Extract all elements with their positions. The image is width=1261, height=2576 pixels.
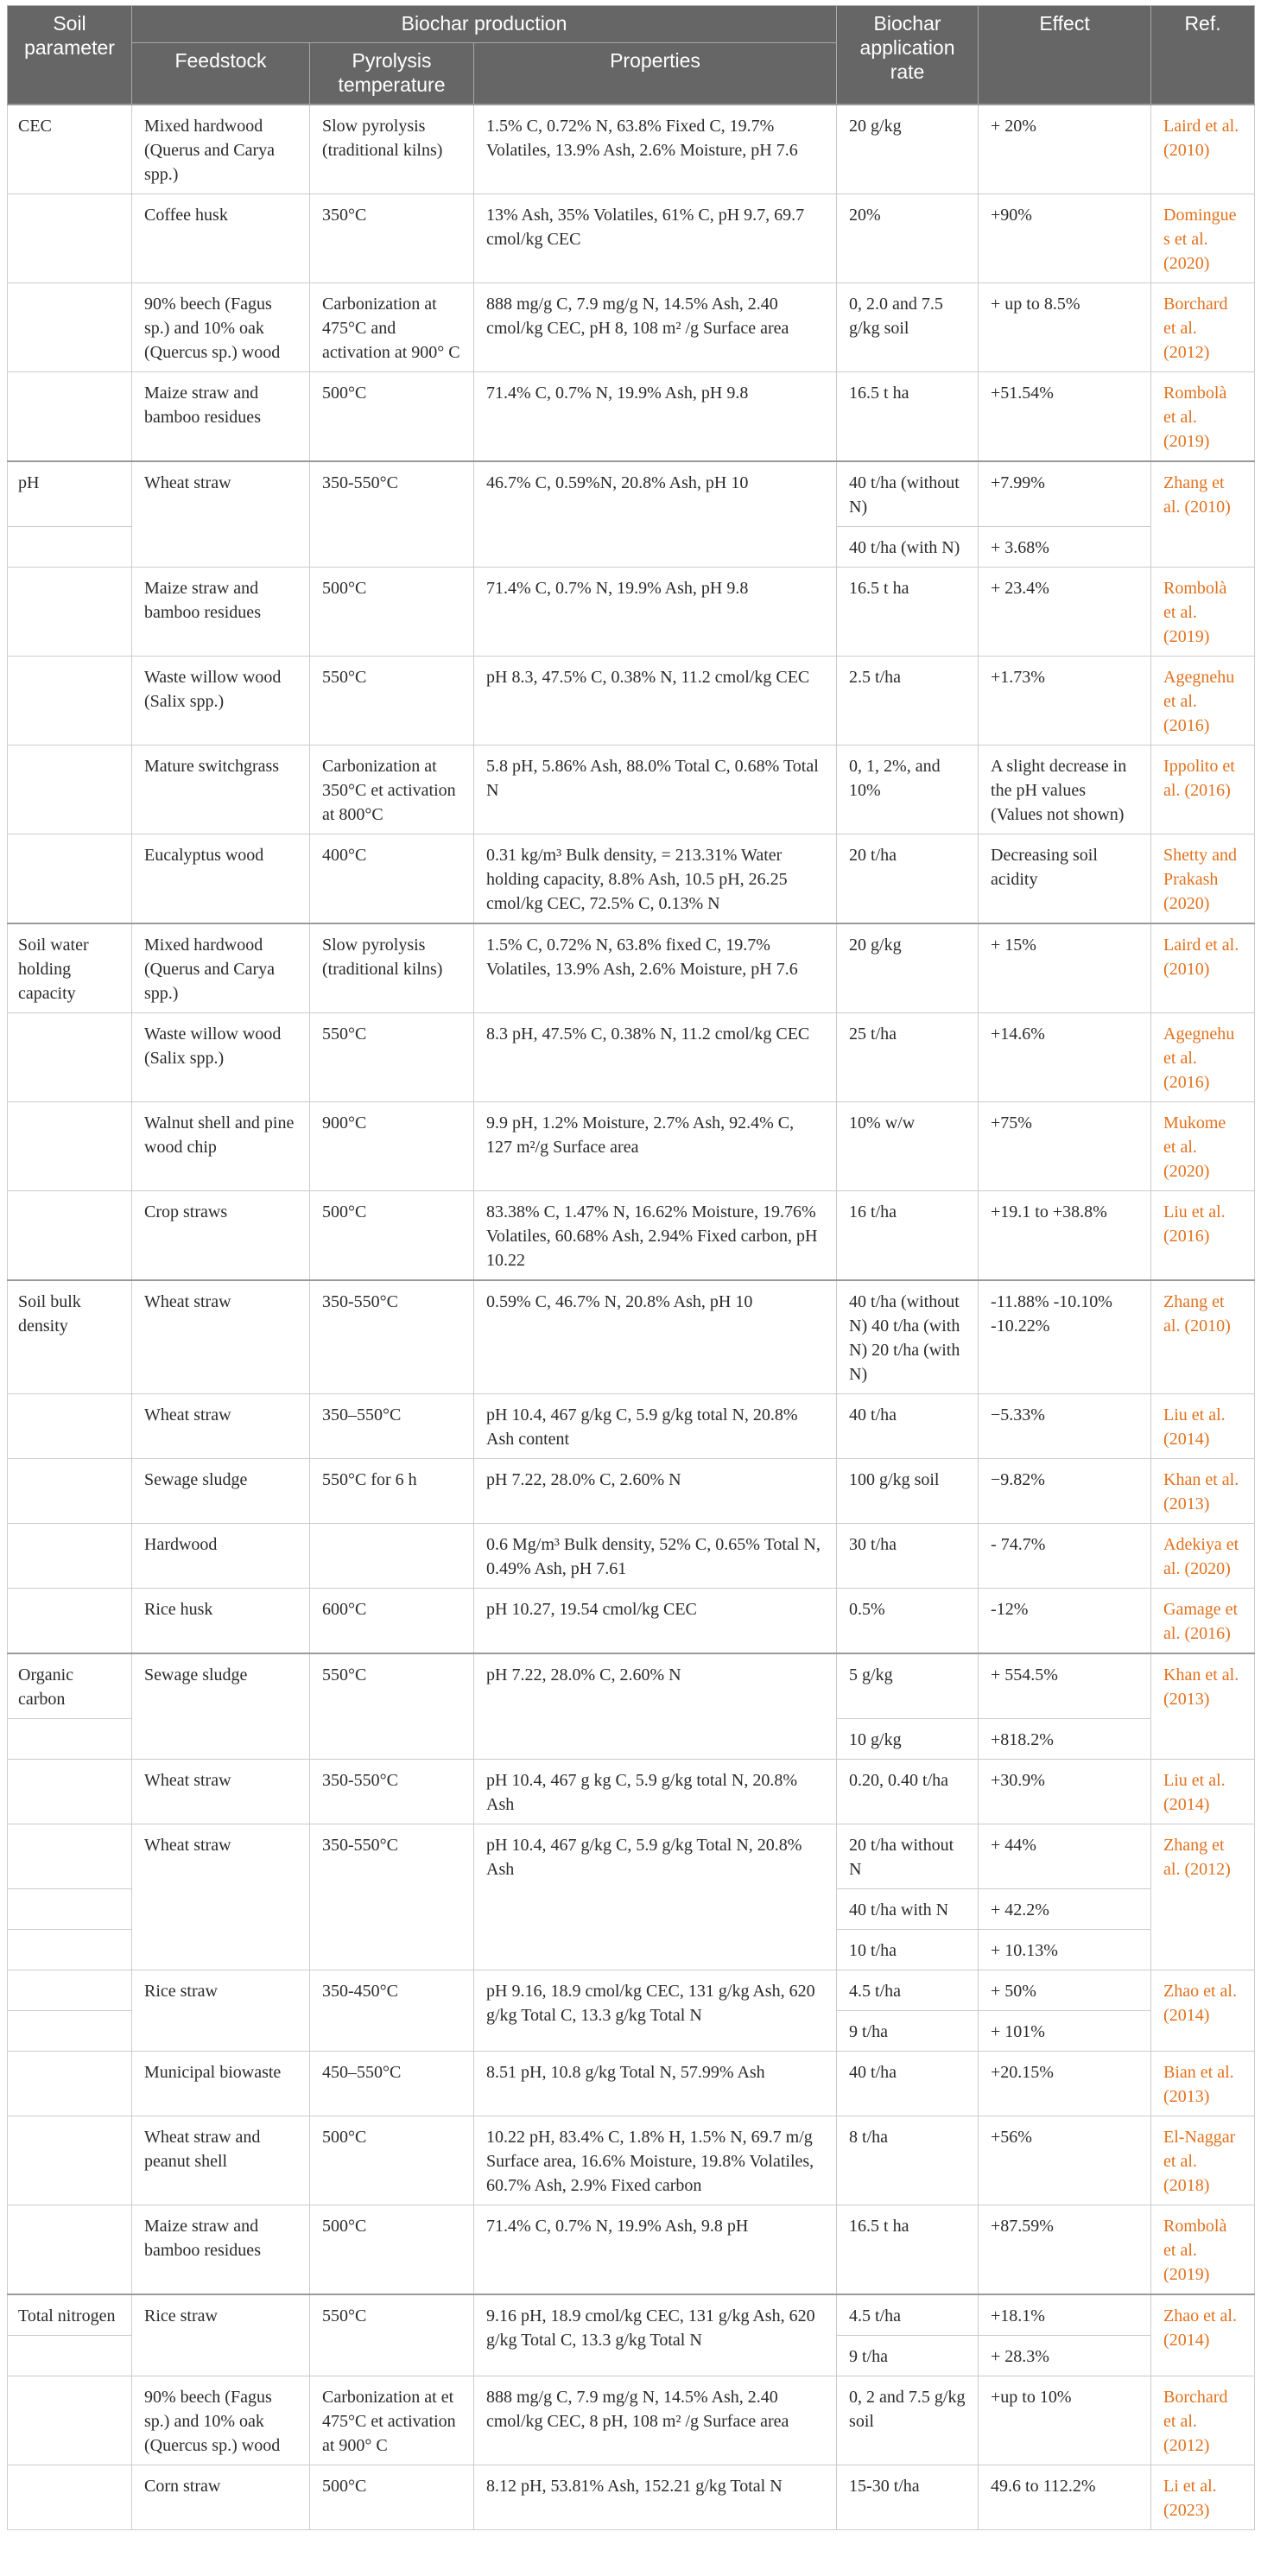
feedstock-cell: Wheat straw	[132, 1394, 310, 1459]
header-properties: Properties	[474, 43, 837, 105]
table-row	[8, 1760, 1255, 1824]
reference-link[interactable]: Liu et al. (2014)	[1151, 1760, 1255, 1824]
table-row	[8, 1102, 1255, 1191]
temperature-cell: 550°C	[310, 1653, 474, 1760]
temperature-cell: 350-550°C	[310, 1280, 474, 1394]
temperature-cell: 550°C	[310, 2294, 474, 2376]
header-effect: Effect	[979, 6, 1151, 105]
header-feedstock: Feedstock	[132, 43, 310, 105]
properties-cell: 71.4% C, 0.7% N, 19.9% Ash, pH 9.8	[474, 372, 837, 462]
feedstock-cell: Municipal biowaste	[132, 2052, 310, 2116]
soil-parameter-cell	[8, 2052, 132, 2116]
rate-cell: 30 t/ha	[837, 1524, 979, 1589]
temperature-cell: 500°C	[310, 1191, 474, 1281]
properties-cell: 46.7% C, 0.59%N, 20.8% Ash, pH 10	[474, 461, 837, 568]
effect-cell: +20.15%	[979, 2052, 1151, 2116]
temperature-cell: 500°C	[310, 568, 474, 657]
feedstock-cell: Wheat straw	[132, 1760, 310, 1824]
properties-cell: pH 9.16, 18.9 cmol/kg CEC, 131 g/kg Ash, 620 g/kg Total C, 13.3 g/kg Total N	[474, 1970, 837, 2052]
effect-cell: +18.1%	[979, 2294, 1151, 2336]
properties-cell: 0.31 kg/m³ Bulk density, = 213.31% Water holding capacity, 8.8% Ash, 10.5 pH, 26.25 cmol/kg CEC, 72.5% C, 0.13% N	[474, 834, 837, 924]
properties-cell: pH 10.27, 19.54 cmol/kg CEC	[474, 1589, 837, 1654]
effect-cell: +19.1 to +38.8%	[979, 1191, 1151, 1281]
feedstock-cell: Corn straw	[132, 2465, 310, 2530]
temperature-cell: 350-550°C	[310, 461, 474, 568]
effect-cell: +7.99%	[979, 461, 1151, 527]
properties-cell: 1.5% C, 0.72% N, 63.8% fixed C, 19.7% Volatiles, 13.9% Ash, 2.6% Moisture, pH 7.6	[474, 923, 837, 1013]
effect-cell: +14.6%	[979, 1013, 1151, 1102]
rate-cell: 20%	[837, 194, 979, 283]
header-ref: Ref.	[1151, 6, 1255, 105]
feedstock-cell: Maize straw and bamboo residues	[132, 2205, 310, 2295]
rate-cell: 40 t/ha	[837, 2052, 979, 2116]
properties-cell: 71.4% C, 0.7% N, 19.9% Ash, pH 9.8	[474, 568, 837, 657]
table-row	[8, 1653, 1255, 1719]
soil-parameter-cell	[8, 372, 132, 462]
feedstock-cell: Crop straws	[132, 1191, 310, 1281]
soil-parameter-cell	[8, 1930, 132, 1970]
table-row	[8, 923, 1255, 1013]
rate-cell: 0.20, 0.40 t/ha	[837, 1760, 979, 1824]
temperature-cell: 550°C	[310, 657, 474, 746]
properties-cell: 8.51 pH, 10.8 g/kg Total N, 57.99% Ash	[474, 2052, 837, 2116]
temperature-cell: Carbonization at 475°C and activation at 900° C	[310, 283, 474, 372]
feedstock-cell: Maize straw and bamboo residues	[132, 372, 310, 462]
feedstock-cell: Mixed hardwood (Querus and Carya spp.)	[132, 923, 310, 1013]
feedstock-cell: Eucalyptus wood	[132, 834, 310, 924]
soil-parameter-cell: Soil water holding capacity	[8, 923, 132, 1013]
effect-cell: −5.33%	[979, 1394, 1151, 1459]
rate-cell: 25 t/ha	[837, 1013, 979, 1102]
effect-cell: + 28.3%	[979, 2336, 1151, 2376]
table-row	[8, 1013, 1255, 1102]
soil-parameter-cell	[8, 568, 132, 657]
table-row	[8, 372, 1255, 462]
reference-link[interactable]: Khan et al. (2013)	[1151, 1459, 1255, 1524]
soil-parameter-cell	[8, 2376, 132, 2465]
reference-link[interactable]: Rombolà et al. (2019)	[1151, 372, 1255, 462]
temperature-cell: 350°C	[310, 194, 474, 283]
soil-parameter-cell: Organic carbon	[8, 1653, 132, 1719]
effect-cell: + 50%	[979, 1970, 1151, 2011]
soil-parameter-cell	[8, 1394, 132, 1459]
effect-cell: +90%	[979, 194, 1151, 283]
temperature-cell: 400°C	[310, 834, 474, 924]
rate-cell: 40 t/ha with N	[837, 1889, 979, 1930]
rate-cell: 16.5 t ha	[837, 372, 979, 462]
soil-parameter-cell: CEC	[8, 105, 132, 194]
soil-parameter-cell	[8, 283, 132, 372]
properties-cell: 9.9 pH, 1.2% Moisture, 2.7% Ash, 92.4% C, 127 m²/g Surface area	[474, 1102, 837, 1191]
table-row	[8, 568, 1255, 657]
soil-parameter-cell	[8, 746, 132, 834]
effect-cell: 49.6 to 112.2%	[979, 2465, 1151, 2530]
reference-link[interactable]: Adekiya et al. (2020)	[1151, 1524, 1255, 1589]
rate-cell: 20 g/kg	[837, 923, 979, 1013]
feedstock-cell: Wheat straw and peanut shell	[132, 2116, 310, 2205]
rate-cell: 0, 2 and 7.5 g/kg soil	[837, 2376, 979, 2465]
effect-cell: -12%	[979, 1589, 1151, 1654]
temperature-cell: 900°C	[310, 1102, 474, 1191]
properties-cell: pH 7.22, 28.0% C, 2.60% N	[474, 1653, 837, 1760]
reference-link[interactable]: Zhao et al. (2014)	[1151, 2294, 1255, 2376]
effect-cell: +up to 10%	[979, 2376, 1151, 2465]
properties-cell: pH 7.22, 28.0% C, 2.60% N	[474, 1459, 837, 1524]
rate-cell: 0, 2.0 and 7.5 g/kg soil	[837, 283, 979, 372]
soil-parameter-cell	[8, 2205, 132, 2295]
feedstock-cell: Walnut shell and pine wood chip	[132, 1102, 310, 1191]
reference-link[interactable]: Gamage et al. (2016)	[1151, 1589, 1255, 1654]
reference-link[interactable]: Zhang et al. (2010)	[1151, 461, 1255, 568]
temperature-cell: Slow pyrolysis (traditional kilns)	[310, 923, 474, 1013]
rate-cell: 16.5 t ha	[837, 568, 979, 657]
reference-link[interactable]: Rombolà et al. (2019)	[1151, 2205, 1255, 2295]
reference-link[interactable]: Borchard et al. (2012)	[1151, 2376, 1255, 2465]
effect-cell: + 15%	[979, 923, 1151, 1013]
effect-cell: A slight decrease in the pH values (Values not shown)	[979, 746, 1151, 834]
rate-cell: 40 t/ha (without N)	[837, 461, 979, 527]
soil-parameter-cell	[8, 834, 132, 924]
effect-cell: +51.54%	[979, 372, 1151, 462]
reference-link[interactable]: Agegnehu et al. (2016)	[1151, 657, 1255, 746]
table-row	[8, 1394, 1255, 1459]
soil-parameter-cell	[8, 1824, 132, 1889]
reference-link[interactable]: Zhao et al. (2014)	[1151, 1970, 1255, 2052]
soil-parameter-cell	[8, 1524, 132, 1589]
temperature-cell: 350–550°C	[310, 1394, 474, 1459]
effect-cell: +87.59%	[979, 2205, 1151, 2295]
effect-cell: +75%	[979, 1102, 1151, 1191]
table-row	[8, 1191, 1255, 1281]
soil-parameter-cell	[8, 527, 132, 568]
table-row	[8, 1970, 1255, 2011]
reference-link[interactable]: Zhang et al. (2010)	[1151, 1280, 1255, 1394]
soil-parameter-cell: pH	[8, 461, 132, 527]
effect-cell: +818.2%	[979, 1719, 1151, 1760]
soil-parameter-cell	[8, 1459, 132, 1524]
rate-cell: 15-30 t/ha	[837, 2465, 979, 2530]
feedstock-cell: Hardwood	[132, 1524, 310, 1589]
effect-cell: + 554.5%	[979, 1653, 1151, 1719]
effect-cell: + 3.68%	[979, 527, 1151, 568]
feedstock-cell: Rice straw	[132, 2294, 310, 2376]
properties-cell: pH 10.4, 467 g/kg C, 5.9 g/kg Total N, 20.8% Ash	[474, 1824, 837, 1970]
feedstock-cell: Wheat straw	[132, 1280, 310, 1394]
table-row	[8, 194, 1255, 283]
effect-cell: + 44%	[979, 1824, 1151, 1889]
temperature-cell: 600°C	[310, 1589, 474, 1654]
table-row	[8, 1589, 1255, 1654]
effect-cell: -11.88% -10.10% -10.22%	[979, 1280, 1151, 1394]
table-row	[8, 834, 1255, 924]
rate-cell: 40 t/ha (without N) 40 t/ha (with N) 20 t/ha (with N)	[837, 1280, 979, 1394]
table-row	[8, 2294, 1255, 2336]
rate-cell: 40 t/ha	[837, 1394, 979, 1459]
table-row	[8, 2205, 1255, 2295]
reference-link[interactable]: Laird et al. (2010)	[1151, 105, 1255, 194]
reference-link[interactable]: Li et al. (2023)	[1151, 2465, 1255, 2530]
properties-cell: 83.38% C, 1.47% N, 16.62% Moisture, 19.76% Volatiles, 60.68% Ash, 2.94% Fixed carbon, pH 10.22	[474, 1191, 837, 1281]
table-row	[8, 746, 1255, 834]
properties-cell: pH 10.4, 467 g/kg C, 5.9 g/kg total N, 20.8% Ash content	[474, 1394, 837, 1459]
rate-cell: 4.5 t/ha	[837, 2294, 979, 2336]
table-row	[8, 2116, 1255, 2205]
reference-link[interactable]: Borchard et al. (2012)	[1151, 283, 1255, 372]
feedstock-cell: Wheat straw	[132, 1824, 310, 1970]
properties-cell: 71.4% C, 0.7% N, 19.9% Ash, 9.8 pH	[474, 2205, 837, 2295]
rate-cell: 16 t/ha	[837, 1191, 979, 1281]
soil-parameter-cell	[8, 1102, 132, 1191]
soil-parameter-cell	[8, 1589, 132, 1654]
header-biochar-production: Biochar production	[132, 6, 837, 43]
rate-cell: 40 t/ha (with N)	[837, 527, 979, 568]
header-pyrolysis-temperature: Pyrolysis temperature	[310, 43, 474, 105]
properties-cell: 0.59% C, 46.7% N, 20.8% Ash, pH 10	[474, 1280, 837, 1394]
reference-link[interactable]: Khan et al. (2013)	[1151, 1653, 1255, 1760]
soil-parameter-cell	[8, 1970, 132, 2011]
table-row	[8, 2376, 1255, 2465]
table-row	[8, 2465, 1255, 2530]
soil-parameter-cell	[8, 1889, 132, 1930]
rate-cell: 0.5%	[837, 1589, 979, 1654]
table-row	[8, 1524, 1255, 1589]
rate-cell: 10 g/kg	[837, 1719, 979, 1760]
soil-parameter-cell	[8, 1719, 132, 1760]
reference-link[interactable]: Mukome et al. (2020)	[1151, 1102, 1255, 1191]
feedstock-cell: Coffee husk	[132, 194, 310, 283]
effect-cell: +56%	[979, 2116, 1151, 2205]
soil-parameter-cell	[8, 194, 132, 283]
table-row	[8, 283, 1255, 372]
effect-cell: + 23.4%	[979, 568, 1151, 657]
properties-cell: 888 mg/g C, 7.9 mg/g N, 14.5% Ash, 2.40 cmol/kg CEC, pH 8, 108 m² /g Surface area	[474, 283, 837, 372]
soil-parameter-cell	[8, 1013, 132, 1102]
reference-link[interactable]: Agegnehu et al. (2016)	[1151, 1013, 1255, 1102]
feedstock-cell: Rice husk	[132, 1589, 310, 1654]
header-soil-parameter: Soil parameter	[8, 6, 132, 105]
table-row	[8, 461, 1255, 527]
table-row	[8, 1459, 1255, 1524]
rate-cell: 2.5 t/ha	[837, 657, 979, 746]
table-row	[8, 1824, 1255, 1889]
properties-cell: pH 10.4, 467 g kg C, 5.9 g/kg total N, 20.8% Ash	[474, 1760, 837, 1824]
reference-link[interactable]: Shetty and Prakash (2020)	[1151, 834, 1255, 924]
temperature-cell: Carbonization at 350°C et activation at 800°C	[310, 746, 474, 834]
soil-parameter-cell	[8, 1191, 132, 1281]
temperature-cell: 450–550°C	[310, 2052, 474, 2116]
soil-parameter-cell	[8, 2116, 132, 2205]
reference-link[interactable]: Domingues et al. (2020)	[1151, 194, 1255, 283]
feedstock-cell: Waste willow wood (Salix spp.)	[132, 1013, 310, 1102]
soil-parameter-cell: Total nitrogen	[8, 2294, 132, 2336]
reference-link[interactable]: Rombolà et al. (2019)	[1151, 568, 1255, 657]
soil-parameter-cell	[8, 657, 132, 746]
rate-cell: 10% w/w	[837, 1102, 979, 1191]
rate-cell: 9 t/ha	[837, 2011, 979, 2052]
reference-link[interactable]: Liu et al. (2014)	[1151, 1394, 1255, 1459]
properties-cell: pH 8.3, 47.5% C, 0.38% N, 11.2 cmol/kg CEC	[474, 657, 837, 746]
properties-cell: 13% Ash, 35% Volatiles, 61% C, pH 9.7, 69.7 cmol/kg CEC	[474, 194, 837, 283]
effect-cell: + 42.2%	[979, 1889, 1151, 1930]
effect-cell: Decreasing soil acidity	[979, 834, 1151, 924]
reference-link[interactable]: Ippolito et al. (2016)	[1151, 746, 1255, 834]
effect-cell: −9.82%	[979, 1459, 1151, 1524]
temperature-cell: 500°C	[310, 2205, 474, 2295]
temperature-cell: Slow pyrolysis (traditional kilns)	[310, 105, 474, 194]
reference-link[interactable]: El-Naggar et al. (2018)	[1151, 2116, 1255, 2205]
feedstock-cell: Mixed hardwood (Querus and Carya spp.)	[132, 105, 310, 194]
properties-cell: 0.6 Mg/m³ Bulk density, 52% C, 0.65% Total N, 0.49% Ash, pH 7.61	[474, 1524, 837, 1589]
soil-parameter-cell	[8, 2011, 132, 2052]
soil-parameter-cell: Soil bulk density	[8, 1280, 132, 1394]
temperature-cell: Carbonization at et 475°C et activation at 900° C	[310, 2376, 474, 2465]
rate-cell: 20 t/ha	[837, 834, 979, 924]
feedstock-cell: 90% beech (Fagus sp.) and 10% oak (Quercus sp.) wood	[132, 283, 310, 372]
rate-cell: 20 g/kg	[837, 105, 979, 194]
rate-cell: 4.5 t/ha	[837, 1970, 979, 2011]
properties-cell: 8.3 pH, 47.5% C, 0.38% N, 11.2 cmol/kg CEC	[474, 1013, 837, 1102]
feedstock-cell: Waste willow wood (Salix spp.)	[132, 657, 310, 746]
soil-parameter-cell	[8, 2465, 132, 2530]
rate-cell: 5 g/kg	[837, 1653, 979, 1719]
properties-cell: 9.16 pH, 18.9 cmol/kg CEC, 131 g/kg Ash, 620 g/kg Total C, 13.3 g/kg Total N	[474, 2294, 837, 2376]
temperature-cell	[310, 1524, 474, 1589]
rate-cell: 0, 1, 2%, and 10%	[837, 746, 979, 834]
table-row	[8, 105, 1255, 194]
rate-cell: 9 t/ha	[837, 2336, 979, 2376]
temperature-cell: 500°C	[310, 372, 474, 462]
rate-cell: 16.5 t ha	[837, 2205, 979, 2295]
feedstock-cell: 90% beech (Fagus sp.) and 10% oak (Quercus sp.) wood	[132, 2376, 310, 2465]
header-application-rate: Biochar application rate	[837, 6, 979, 105]
temperature-cell: 550°C	[310, 1013, 474, 1102]
table-row	[8, 1280, 1255, 1394]
reference-link[interactable]: Zhang et al. (2012)	[1151, 1824, 1255, 1970]
properties-cell: 1.5% C, 0.72% N, 63.8% Fixed C, 19.7% Volatiles, 13.9% Ash, 2.6% Moisture, pH 7.6	[474, 105, 837, 194]
temperature-cell: 500°C	[310, 2116, 474, 2205]
feedstock-cell: Mature switchgrass	[132, 746, 310, 834]
soil-parameter-cell	[8, 1760, 132, 1824]
properties-cell: 888 mg/g C, 7.9 mg/g N, 14.5% Ash, 2.40 cmol/kg CEC, 8 pH, 108 m² /g Surface area	[474, 2376, 837, 2465]
temperature-cell: 500°C	[310, 2465, 474, 2530]
header-row	[8, 6, 1255, 43]
effect-cell: + 101%	[979, 2011, 1151, 2052]
rate-cell: 10 t/ha	[837, 1930, 979, 1970]
table-row	[8, 2052, 1255, 2116]
properties-cell: 8.12 pH, 53.81% Ash, 152.21 g/kg Total N	[474, 2465, 837, 2530]
effect-cell: +30.9%	[979, 1760, 1151, 1824]
reference-link[interactable]: Laird et al. (2010)	[1151, 923, 1255, 1013]
properties-cell: 5.8 pH, 5.86% Ash, 88.0% Total C, 0.68% Total N	[474, 746, 837, 834]
reference-link[interactable]: Liu et al. (2016)	[1151, 1191, 1255, 1281]
properties-cell: 10.22 pH, 83.4% C, 1.8% H, 1.5% N, 69.7 m/g Surface area, 16.6% Moisture, 19.8% Volatiles, 60.7% Ash, 2.9% Fixed carbon	[474, 2116, 837, 2205]
temperature-cell: 350-450°C	[310, 1970, 474, 2052]
effect-cell: +1.73%	[979, 657, 1151, 746]
reference-link[interactable]: Bian et al. (2013)	[1151, 2052, 1255, 2116]
biochar-effects-table	[7, 5, 1255, 2530]
effect-cell: + up to 8.5%	[979, 283, 1151, 372]
feedstock-cell: Sewage sludge	[132, 1653, 310, 1760]
effect-cell: + 20%	[979, 105, 1151, 194]
rate-cell: 100 g/kg soil	[837, 1459, 979, 1524]
feedstock-cell: Rice straw	[132, 1970, 310, 2052]
effect-cell: - 74.7%	[979, 1524, 1151, 1589]
temperature-cell: 550°C for 6 h	[310, 1459, 474, 1524]
effect-cell: + 10.13%	[979, 1930, 1151, 1970]
rate-cell: 20 t/ha without N	[837, 1824, 979, 1889]
feedstock-cell: Maize straw and bamboo residues	[132, 568, 310, 657]
feedstock-cell: Sewage sludge	[132, 1459, 310, 1524]
rate-cell: 8 t/ha	[837, 2116, 979, 2205]
soil-parameter-cell	[8, 2336, 132, 2376]
feedstock-cell: Wheat straw	[132, 461, 310, 568]
temperature-cell: 350-550°C	[310, 1760, 474, 1824]
temperature-cell: 350-550°C	[310, 1824, 474, 1970]
table-row	[8, 657, 1255, 746]
